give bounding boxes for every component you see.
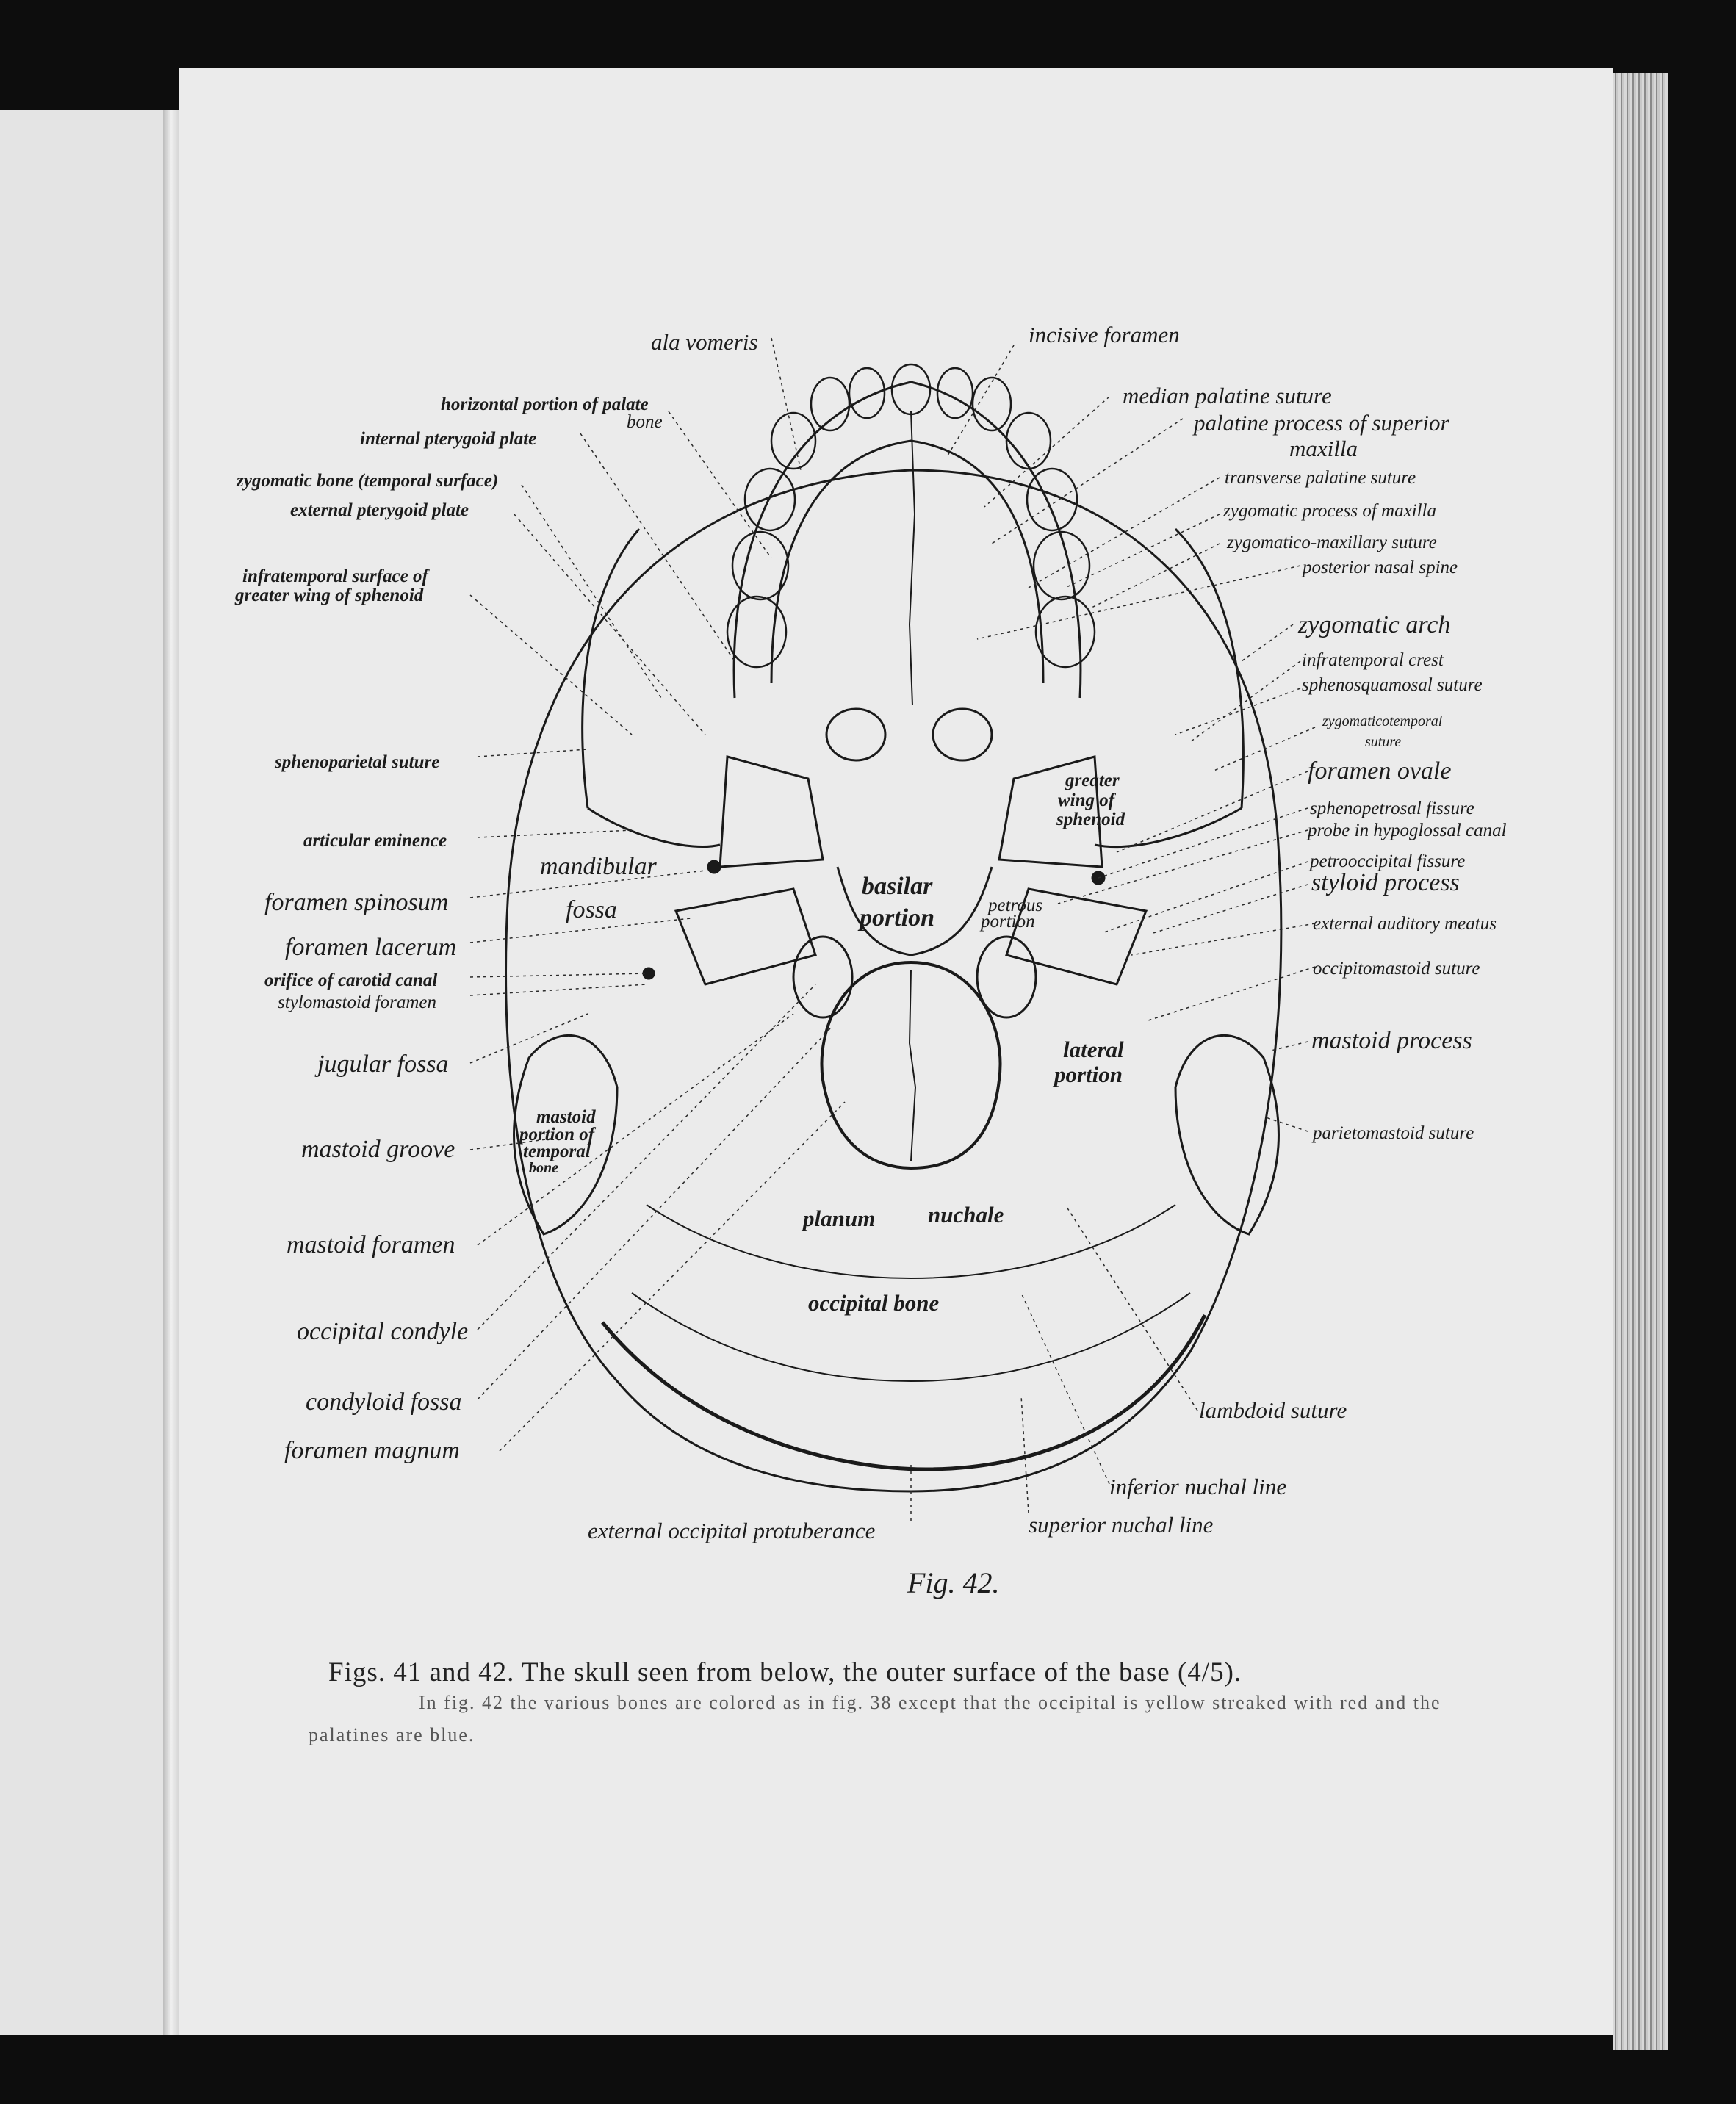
label-horizontal-palate-bone: bone xyxy=(627,412,663,432)
label-infratemporal-surface: infratemporal surface of xyxy=(242,566,428,586)
label-mastoid-portion-of: portion of xyxy=(519,1125,595,1145)
label-articular-eminence: articular eminence xyxy=(303,831,447,851)
label-lateral: lateral xyxy=(1063,1037,1124,1062)
label-sphenosquamosal: sphenosquamosal suture xyxy=(1302,675,1483,695)
dental-arch xyxy=(734,382,1081,698)
figure-number: Fig. 42. xyxy=(907,1566,1000,1599)
label-zygomaticotemporal-suture: suture xyxy=(1365,734,1402,750)
label-superior-nuchal: superior nuchal line xyxy=(1029,1512,1214,1538)
label-foramen-magnum: foramen magnum xyxy=(284,1437,460,1464)
choana-right xyxy=(933,709,992,760)
zygomatic-arch-left xyxy=(583,529,639,808)
label-greater-wing: greater xyxy=(1065,771,1120,790)
label-jugular-fossa: jugular fossa xyxy=(317,1051,449,1078)
label-styloid-process: styloid process xyxy=(1311,869,1460,896)
label-incisive-foramen: incisive foramen xyxy=(1029,322,1180,347)
label-infratemporal-crest: infratemporal crest xyxy=(1302,650,1444,670)
label-parietomastoid: parietomastoid suture xyxy=(1313,1123,1474,1143)
label-zygomatic-process: zygomatic process of maxilla xyxy=(1223,501,1437,521)
label-petrooccipital: petrooccipital fissure xyxy=(1310,851,1466,871)
label-lateral-portion: portion xyxy=(1054,1062,1123,1087)
label-nuchale: nuchale xyxy=(928,1202,1004,1228)
label-basilar: basilar xyxy=(862,873,933,900)
label-planum: planum xyxy=(803,1206,876,1231)
label-palatine-process-maxilla: maxilla xyxy=(1289,436,1358,461)
label-internal-pterygoid: internal pterygoid plate xyxy=(360,429,537,449)
label-posterior-nasal-spine: posterior nasal spine xyxy=(1303,558,1458,577)
occipital-rim xyxy=(602,1315,1205,1469)
label-mastoid-portion: mastoid xyxy=(536,1107,596,1127)
label-lambdoid: lambdoid suture xyxy=(1199,1397,1347,1423)
label-transverse-palatine: transverse palatine suture xyxy=(1225,468,1416,488)
label-zygomaticotemporal: zygomaticotemporal xyxy=(1322,713,1443,729)
label-horizontal-palate: horizontal portion of palate xyxy=(441,394,649,414)
label-occipitomastoid: occipitomastoid suture xyxy=(1313,959,1480,979)
choana-left xyxy=(826,709,885,760)
condyle-left xyxy=(793,937,852,1017)
label-mastoid-temporal: temporal xyxy=(523,1142,591,1161)
label-zygomatic-bone: zygomatic bone (temporal surface) xyxy=(237,471,499,491)
label-foramen-lacerum: foramen lacerum xyxy=(285,934,457,961)
label-petrous: petrous xyxy=(988,896,1043,915)
label-mastoid-groove: mastoid groove xyxy=(301,1136,455,1163)
label-infratemporal-surface-2: greater wing of sphenoid xyxy=(235,586,424,605)
label-foramen-spinosum: foramen spinosum xyxy=(264,889,449,916)
label-median-palatine: median palatine suture xyxy=(1123,383,1332,408)
zygomatic-arch-right xyxy=(1175,529,1243,808)
label-mastoid-bone: bone xyxy=(529,1160,558,1176)
label-inferior-nuchal: inferior nuchal line xyxy=(1109,1474,1287,1499)
label-occipital-bone: occipital bone xyxy=(808,1290,940,1316)
label-sphenoparietal: sphenoparietal suture xyxy=(275,752,440,772)
label-ala-vomeris: ala vomeris xyxy=(651,329,758,355)
label-mandibular-fossa: fossa xyxy=(566,896,617,923)
label-greater-wing-of: wing of xyxy=(1058,790,1115,810)
median-suture xyxy=(910,411,915,705)
label-occipital-condyle: occipital condyle xyxy=(297,1318,469,1345)
label-carotid-canal: orifice of carotid canal xyxy=(264,970,438,990)
label-condyloid-fossa: condyloid fossa xyxy=(306,1388,462,1416)
label-mastoid-foramen: mastoid foramen xyxy=(287,1231,455,1258)
label-zygomatico-maxillary: zygomatico-maxillary suture xyxy=(1227,533,1437,552)
figure-caption: Figs. 41 and 42. The skull seen from below, the outer surface of the base (4/5). xyxy=(328,1657,1242,1687)
label-sphenopetrosal: sphenopetrosal fissure xyxy=(1310,799,1474,818)
skull-outline xyxy=(506,470,1281,1491)
label-mastoid-process: mastoid process xyxy=(1311,1027,1472,1054)
label-probe-hypoglossal: probe in hypoglossal canal xyxy=(1308,821,1507,840)
label-palatine-process: palatine process of superior xyxy=(1194,410,1449,436)
label-basilar-portion: portion xyxy=(860,904,935,932)
label-mandibular: mandibular xyxy=(540,853,657,880)
dental-arch-inner xyxy=(771,441,1043,683)
label-petrous-portion: portion xyxy=(981,912,1035,932)
figure-note: In fig. 42 the various bones are colored as in fig. 38 except that the occipital is yellow streaked with red and the palatines are blue. xyxy=(309,1692,1441,1745)
label-external-pterygoid: external pterygoid plate xyxy=(290,500,469,520)
condyle-right xyxy=(977,937,1036,1017)
label-zygomatic-arch: zygomatic arch xyxy=(1298,611,1451,638)
label-greater-wing-sphenoid: sphenoid xyxy=(1056,810,1125,829)
label-stylomastoid: stylomastoid foramen xyxy=(278,992,436,1012)
label-foramen-ovale: foramen ovale xyxy=(1308,757,1452,785)
label-external-protuberance: external occipital protuberance xyxy=(588,1518,876,1543)
label-external-auditory: external auditory meatus xyxy=(1313,914,1497,934)
